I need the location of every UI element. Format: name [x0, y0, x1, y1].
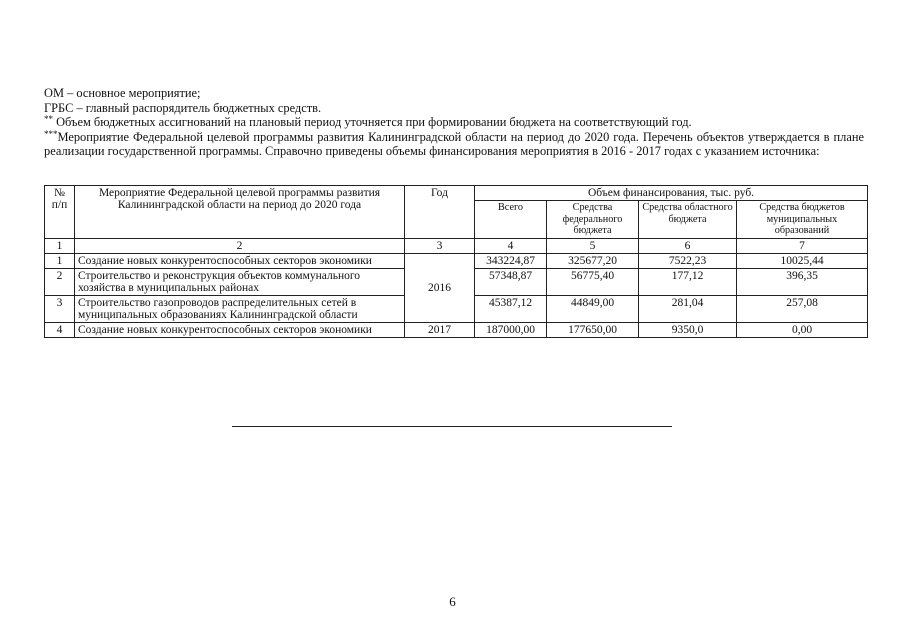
note-om: ОМ – основное мероприятие; — [44, 86, 201, 100]
row-event: Создание новых конкурентоспособных секторов экономики — [75, 322, 405, 337]
header-event: Мероприятие Федеральной целевой программы развития Калининградской области на период до 2020 года — [75, 186, 405, 239]
row-regional: 9350,0 — [639, 322, 737, 337]
row-event: Строительство газопроводов распределительных сетей в муниципальных образованиях Калининградской области — [75, 295, 405, 322]
col-number: 7 — [737, 238, 868, 253]
table-row — [45, 322, 868, 337]
row-number: 2 — [45, 268, 75, 295]
col-number: 1 — [45, 238, 75, 253]
row-municipal: 10025,44 — [737, 253, 868, 268]
note-federal-program — [44, 130, 864, 159]
header-year: Год — [405, 186, 475, 239]
table-row — [45, 253, 868, 268]
header-row-1 — [45, 186, 868, 201]
note-mark-3: *** — [44, 128, 58, 139]
col-number: 4 — [475, 238, 547, 253]
col-number: 5 — [547, 238, 639, 253]
col-number: 3 — [405, 238, 475, 253]
header-total: Всего — [475, 201, 547, 239]
note-text-3: Мероприятие Федеральной целевой программы развития Калининградской области на период до 2020 года. Перечень объектов утверждается в плане реализации государственной программы. Справочно приведены объемы финансирования мероприятия в 2016 - 2017 годах с указанием источника: — [44, 129, 864, 158]
note-text-2: Объем бюджетных ассигнований на плановый период уточняется при формировании бюджета на соответствующий год. — [53, 115, 692, 129]
header-funding: Объем финансирования, тыс. руб. — [475, 186, 868, 201]
row-federal: 44849,00 — [547, 295, 639, 322]
row-year: 2016 — [405, 253, 475, 322]
footnotes — [44, 86, 864, 159]
row-total: 57348,87 — [475, 268, 547, 295]
row-year: 2017 — [405, 322, 475, 337]
col-number: 2 — [75, 238, 405, 253]
row-federal: 177650,00 — [547, 322, 639, 337]
row-regional: 177,12 — [639, 268, 737, 295]
note-mark-2: ** — [44, 114, 53, 124]
funding-table — [44, 185, 868, 338]
column-number-row — [45, 238, 868, 253]
row-number: 3 — [45, 295, 75, 322]
page-number: 6 — [449, 594, 456, 609]
row-total: 343224,87 — [475, 253, 547, 268]
row-municipal: 396,35 — [737, 268, 868, 295]
header-regional: Средства областного бюджета — [639, 201, 737, 239]
header-municipal: Средства бюджетов муниципальных образований — [737, 201, 868, 239]
row-municipal: 257,08 — [737, 295, 868, 322]
header-federal: Средства федерального бюджета — [547, 201, 639, 239]
col-number: 6 — [639, 238, 737, 253]
row-total: 45387,12 — [475, 295, 547, 322]
note-grbs: ГРБС – главный распорядитель бюджетных средств. — [44, 100, 322, 115]
row-regional: 281,04 — [639, 295, 737, 322]
row-event: Создание новых конкурентоспособных секторов экономики — [75, 253, 405, 268]
row-federal: 56775,40 — [547, 268, 639, 295]
header-num: № п/п — [45, 186, 75, 239]
row-regional: 7522,23 — [639, 253, 737, 268]
note-budget-planning — [44, 115, 864, 130]
row-number: 4 — [45, 322, 75, 337]
row-event: Строительство и реконструкция объектов коммунального хозяйства в муниципальных районах — [75, 268, 405, 295]
separator-line — [232, 426, 672, 427]
row-total: 187000,00 — [475, 322, 547, 337]
row-municipal: 0,00 — [737, 322, 868, 337]
row-number: 1 — [45, 253, 75, 268]
row-federal: 325677,20 — [547, 253, 639, 268]
